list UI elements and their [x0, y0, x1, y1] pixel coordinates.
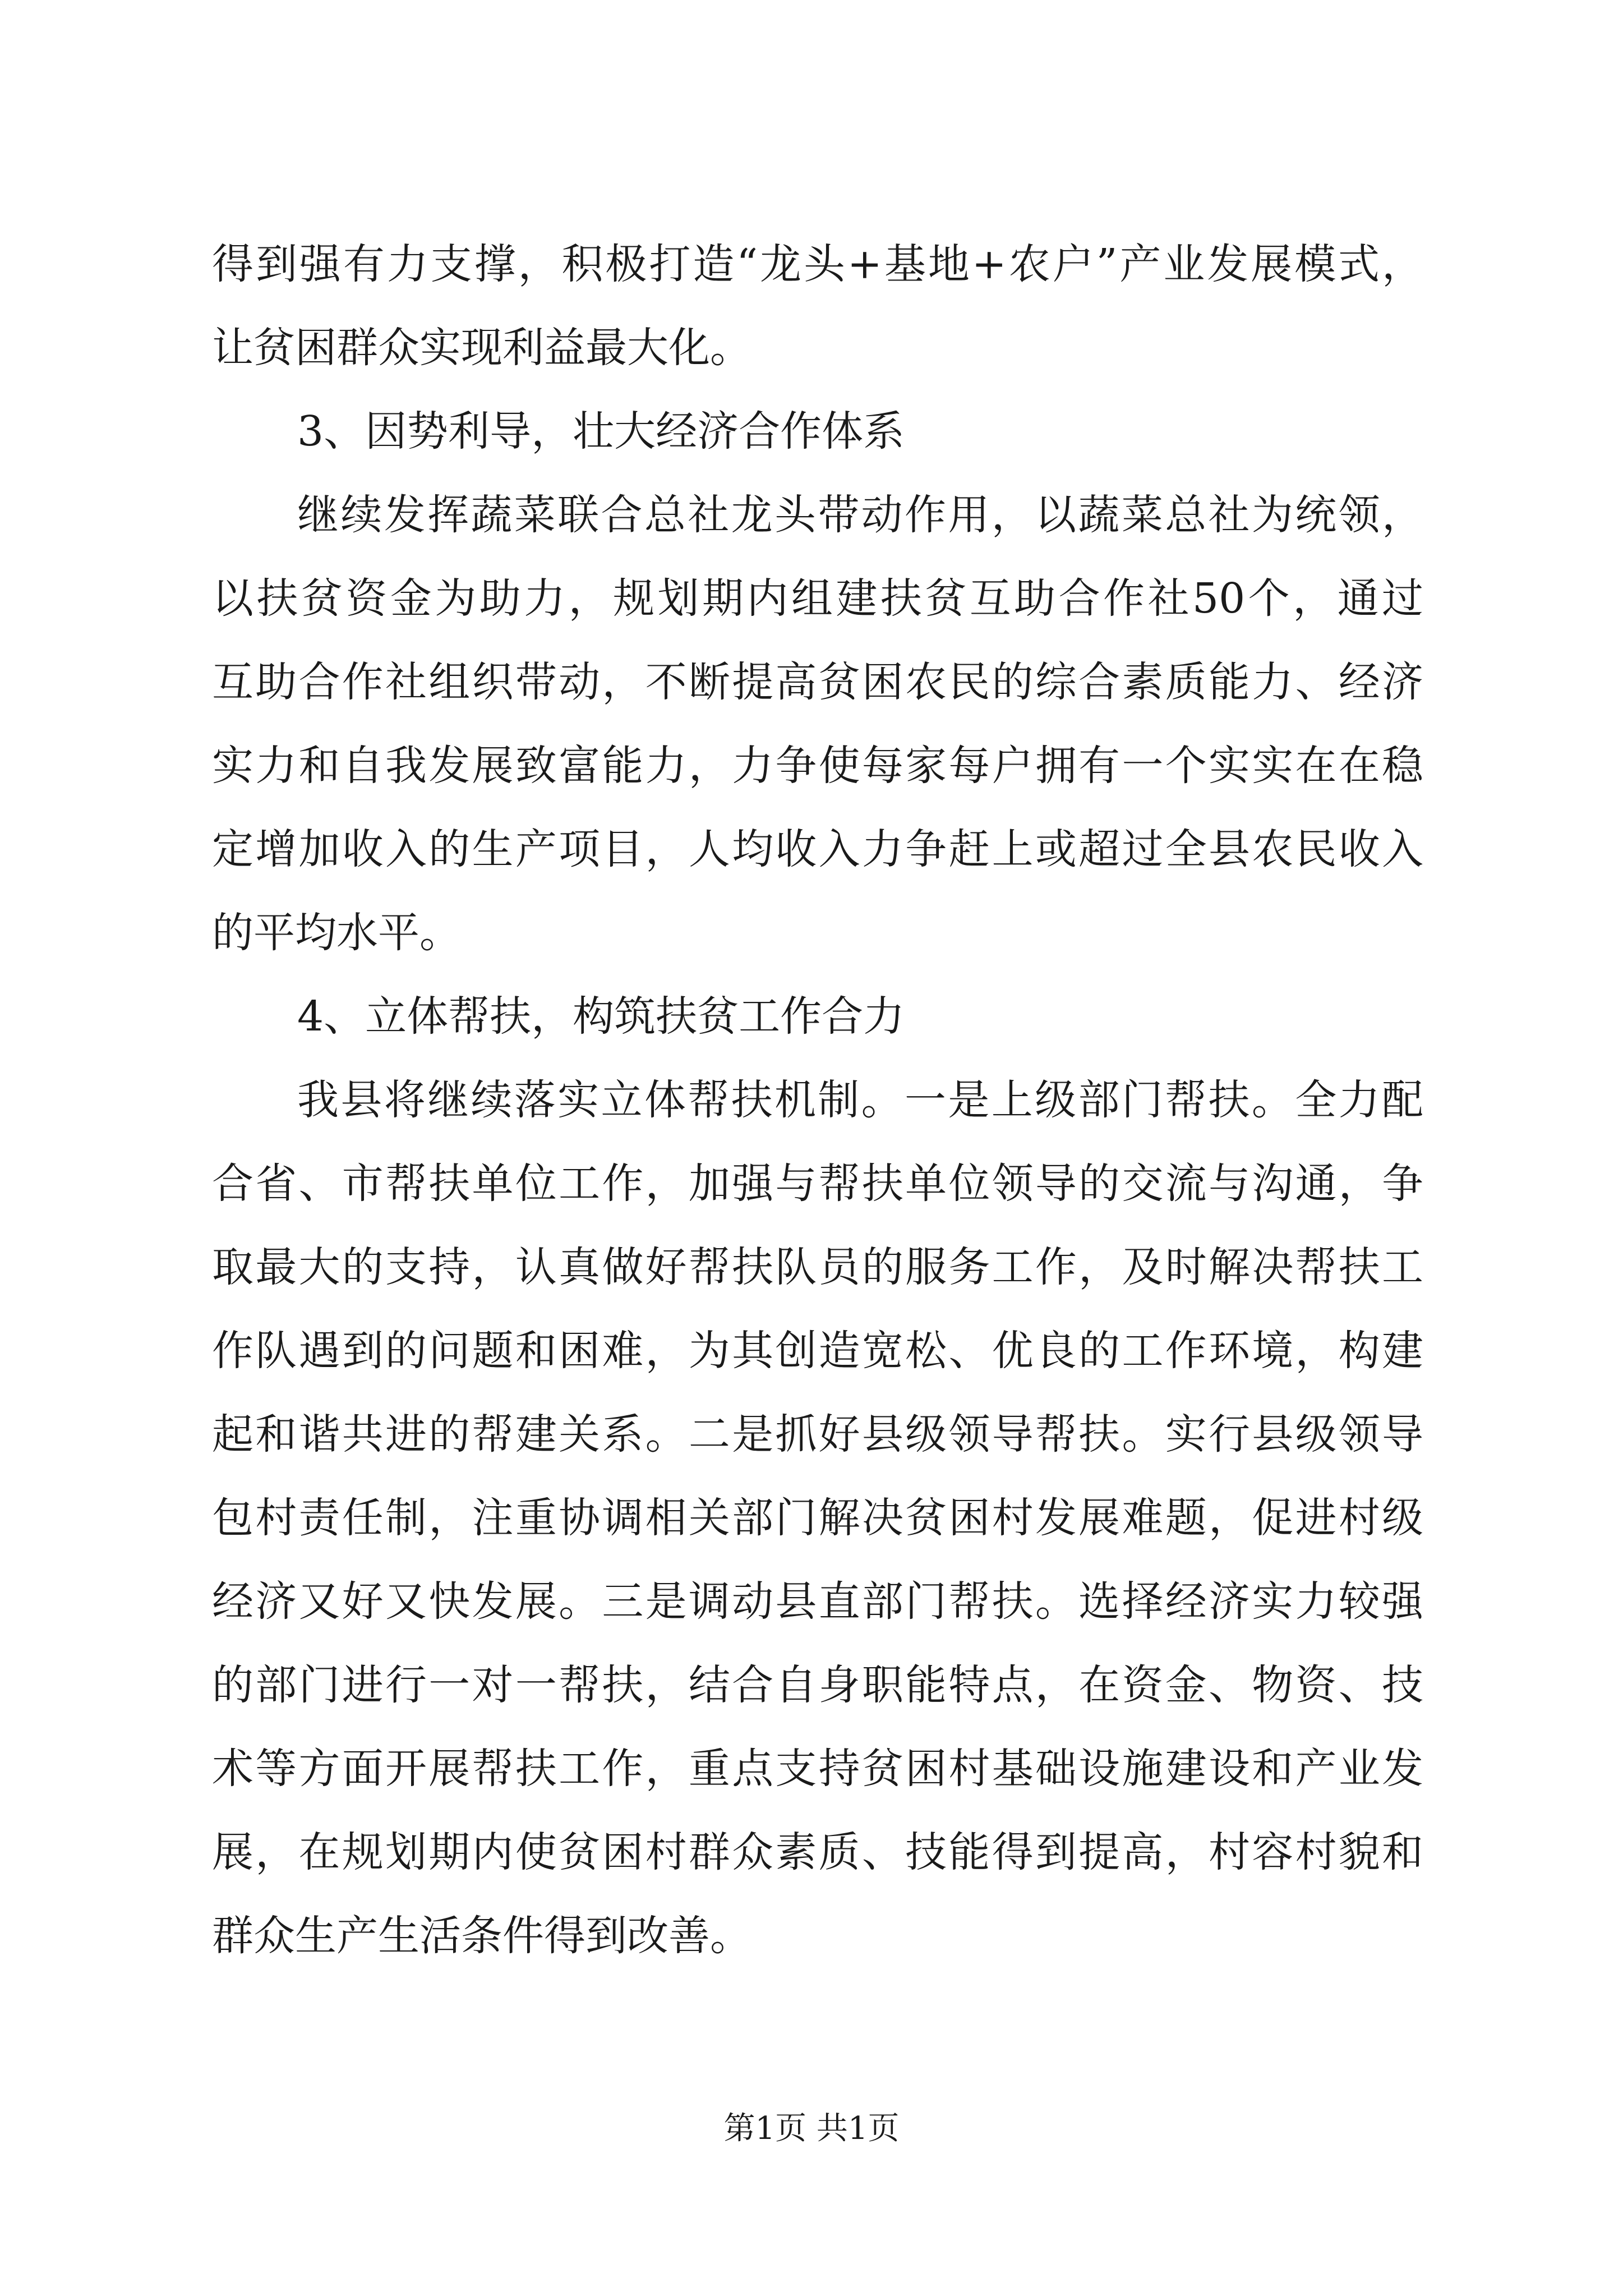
- text-line: 包村责任制，注重协调相关部门解决贫困村发展难题，促进村级: [212, 1494, 1423, 1542]
- text-line: 展，在规划期内使贫困村群众素质、技能得到提高，村容村貌和: [212, 1828, 1423, 1876]
- text-line: 起和谐共进的帮建关系。二是抓好县级领导帮扶。实行县级领导: [212, 1410, 1423, 1458]
- text-line: 作队遇到的问题和困难，为其创造宽松、优良的工作环境，构建: [212, 1327, 1423, 1375]
- text-line: 互助合作社组织带动，不断提高贫困农民的综合素质能力、经济: [212, 658, 1423, 706]
- text-line: 经济又好又快发展。三是调动县直部门帮扶。选择经济实力较强: [212, 1577, 1423, 1626]
- text-line: 的部门进行一对一帮扶，结合自身职能特点，在资金、物资、技: [212, 1661, 1423, 1709]
- text-line: 定增加收入的生产项目，人均收入力争赶上或超过全县农民收入: [212, 825, 1423, 873]
- section-heading: 4、立体帮扶，构筑扶贫工作合力: [297, 992, 905, 1041]
- text-line: 让贫困群众实现利益最大化。: [212, 324, 751, 372]
- text-line: 的平均水平。: [212, 909, 461, 957]
- text-line: 我县将继续落实立体帮扶机制。一是上级部门帮扶。全力配: [297, 1076, 1423, 1124]
- text-line: 继续发挥蔬菜联合总社龙头带动作用，以蔬菜总社为统领，: [297, 491, 1423, 539]
- text-line: 术等方面开展帮扶工作，重点支持贫困村基础设施建设和产业发: [212, 1745, 1423, 1793]
- text-line: 以扶贫资金为助力，规划期内组建扶贫互助合作社50个，通过: [212, 574, 1423, 623]
- text-line: 实力和自我发展致富能力，力争使每家每户拥有一个实实在在稳: [212, 742, 1423, 790]
- page-number-footer: 第1页 共1页: [723, 2110, 900, 2147]
- text-line: 取最大的支持，认真做好帮扶队员的服务工作，及时解决帮扶工: [212, 1243, 1423, 1291]
- text-line: 合省、市帮扶单位工作，加强与帮扶单位领导的交流与沟通，争: [212, 1159, 1423, 1208]
- text-line: 群众生产生活条件得到改善。: [212, 1912, 751, 1960]
- section-heading: 3、因势利导，壮大经济合作体系: [297, 407, 905, 455]
- text-line: 得到强有力支撑，积极打造“龙头+基地+农户”产业发展模式，: [212, 240, 1423, 288]
